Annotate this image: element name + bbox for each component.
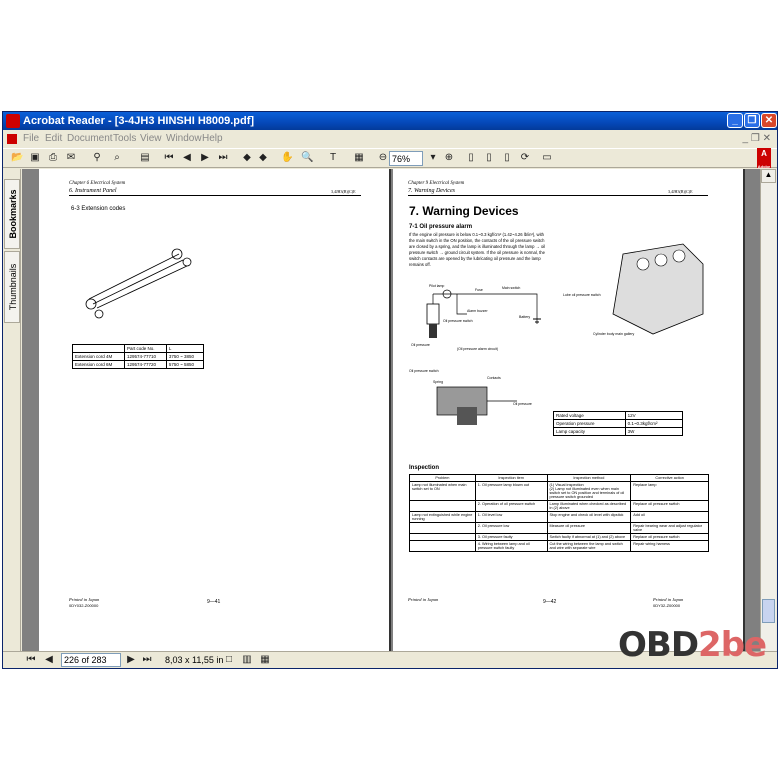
inspection-title: Inspection <box>409 465 440 471</box>
table-cell: Replace lamp <box>631 482 709 501</box>
label-oil-pressure: Oil pressure <box>411 343 430 347</box>
last-page-status-icon[interactable]: ⏭ <box>142 654 152 665</box>
table-cell: 1. Oil level low <box>475 512 547 523</box>
scroll-thumb[interactable] <box>762 599 775 623</box>
restore-button[interactable]: ❐ <box>744 113 760 128</box>
right-page-number: 9—42 <box>543 599 557 605</box>
table-cell <box>73 345 125 353</box>
menu-help[interactable]: Help <box>202 133 223 144</box>
table-cell: Switch faulty if abnormal at (1) and (2) above <box>547 534 631 541</box>
zoom-in-icon[interactable]: ⊕ <box>444 152 454 163</box>
table-header-cell: Corrective action <box>631 475 709 482</box>
right-header-rule <box>408 195 708 196</box>
print-icon[interactable]: ⎙ <box>49 152 57 163</box>
next-view-icon[interactable]: ◆ <box>259 152 267 163</box>
extension-cord-drawing <box>69 244 209 324</box>
label-oil-pressure-switch: Oil pressure switch <box>443 319 473 323</box>
table-row <box>410 482 709 501</box>
facing-icon[interactable]: ▦ <box>260 654 270 665</box>
side-panel <box>3 169 21 651</box>
table-header-cell: Inspection item <box>475 475 547 482</box>
left-page-number: 9—41 <box>207 599 221 605</box>
table-cell: Measure oil pressure <box>547 523 631 534</box>
label-alarm-buzzer: Alarm buzzer <box>467 309 488 313</box>
thumbnails-tab[interactable]: Thumbnails <box>4 251 20 323</box>
table-cell: Repair wiring harness <box>631 541 709 552</box>
table-cell: L <box>166 345 203 353</box>
prev-page-status-icon[interactable]: ◀ <box>45 654 53 665</box>
hand-tool-icon[interactable]: ✋ <box>281 152 294 163</box>
left-footer-code: 0DY032-Z00000 <box>69 603 99 608</box>
table-cell: (1) Visual inspection (2) Lamp not illuminated even when main switch set to ON position and terminals of oil pressure switch grounded <box>547 482 631 501</box>
right-subheading: 7-1 Oil pressure alarm <box>409 224 473 230</box>
open-icon[interactable]: 📂 <box>11 152 24 163</box>
next-page-icon[interactable]: ▶ <box>201 152 209 163</box>
minimize-button[interactable]: _ <box>727 113 743 128</box>
right-model: 3,4JH3(B)(C)E <box>668 189 693 194</box>
snapshot-icon[interactable]: ▦ <box>354 152 364 163</box>
table-cell: 12V <box>625 412 682 420</box>
table-row <box>554 420 683 428</box>
left-footer-left: Printed in Japan <box>69 597 100 602</box>
label-pilot-lamp: Pilot lamp <box>429 284 445 288</box>
document-area[interactable] <box>22 169 760 651</box>
switch-spec-table <box>553 411 683 436</box>
menu-window[interactable]: Window <box>166 133 202 144</box>
table-cell: 1. Oil pressure lamp blown out <box>475 482 547 501</box>
label-fuse: Fuse <box>475 288 483 292</box>
table-cell: Lamp not extinguished while engine running <box>410 512 476 523</box>
alarm-circuit-diagram <box>407 284 557 354</box>
save-icon[interactable]: ▣ <box>30 152 40 163</box>
scroll-up-button[interactable]: ▲ <box>761 169 776 183</box>
watermark-logo: OBD2be <box>618 625 767 665</box>
right-page <box>393 169 745 651</box>
acrobat-app-icon <box>6 114 20 128</box>
oil-pressure-switch-section <box>407 367 547 437</box>
previous-view-icon[interactable]: ◆ <box>243 152 251 163</box>
search-icon[interactable]: ⌕ <box>114 152 120 163</box>
table-row <box>410 501 709 512</box>
table-cell: Replace oil pressure switch <box>631 501 709 512</box>
menu-edit[interactable]: Edit <box>45 133 63 144</box>
table-cell: 5750 ~ 5850 <box>166 361 203 369</box>
left-heading: 6-3 Extension codes <box>71 206 126 212</box>
menu-bar <box>3 130 777 148</box>
table-cell: Extension cord 6M <box>73 361 125 369</box>
first-page-icon[interactable]: ⏮ <box>164 152 174 163</box>
table-cell: Stop engine and check oil level with dipstick <box>547 512 631 523</box>
table-cell: 3. Oil pressure faulty <box>475 534 547 541</box>
vertical-scrollbar[interactable] <box>760 169 776 651</box>
left-header-rule <box>69 195 361 196</box>
label-ops2: Oil pressure switch <box>409 369 439 373</box>
toolbar <box>3 148 777 168</box>
menu-document[interactable]: Document <box>67 133 113 144</box>
cylinder-block-drawing <box>563 234 713 354</box>
left-chapter: Chapter 6 Electrical System <box>69 181 126 186</box>
table-cell <box>410 541 476 552</box>
table-cell: 3750 ~ 3850 <box>166 353 203 361</box>
last-page-icon[interactable]: ⏭ <box>218 152 228 163</box>
right-footer-code: 0DY32-Z00000 <box>653 603 681 608</box>
zoom-field[interactable] <box>389 151 423 166</box>
close-button[interactable]: ✕ <box>761 113 777 128</box>
table-cell: Operation pressure <box>554 420 626 428</box>
actual-size-icon[interactable]: ▯ <box>468 152 474 163</box>
table-cell: 2. Oil pressure low <box>475 523 547 534</box>
right-footer-left: Printed in Japan <box>408 597 439 602</box>
table-row <box>410 541 709 552</box>
label-lube-oil: Lube oil pressure switch <box>563 293 601 297</box>
right-paragraph: If the engine oil pressure is below 0.1~0.3 kgf/cm² (1.42~4.26 lb/in²), with the main switch in the ON position, the contacts of the oil pressure switch are closed by a spring, and the lamp is illuminated through the lamp → oil pressure switch → ground circuit system. If the oil pressure is normal, the switch contacts are opened by the lubricating oil pressure and the lamp remains off. <box>409 232 546 267</box>
inspection-table <box>409 474 709 552</box>
previous-page-icon[interactable]: ◀ <box>183 152 191 163</box>
acrobat-window <box>2 111 778 669</box>
label-contacts: Contacts <box>487 376 501 380</box>
table-cell <box>410 523 476 534</box>
table-cell: 2. Operation of oil pressure switch <box>475 501 547 512</box>
table-cell: 3W <box>625 428 682 436</box>
right-section: 7. Warning Devices <box>408 188 455 194</box>
adobe-logo: A Adobe <box>757 149 771 169</box>
table-cell: 0.1~0.3kgf/cm² <box>625 420 682 428</box>
table-cell: Part code No. <box>125 345 167 353</box>
menu-view[interactable]: View <box>140 133 162 144</box>
label-spring: Spring <box>433 380 444 384</box>
table-cell: Replace oil pressure switch <box>631 534 709 541</box>
table-header-cell: Problem <box>410 475 476 482</box>
right-footer-right: Printed in Japan <box>653 597 684 602</box>
table-cell: Extension cord 4M <box>73 353 125 361</box>
email-icon[interactable]: ✉ <box>66 152 76 163</box>
table-row <box>73 353 204 361</box>
table-row <box>410 523 709 534</box>
extension-codes-table <box>72 344 204 369</box>
table-row <box>410 475 709 482</box>
fit-width-icon[interactable]: ▯ <box>504 152 510 163</box>
window-title: Acrobat Reader - [3-4JH3 HINSHI H8009.pdf] <box>23 115 255 127</box>
left-section: 6. Instrument Panel <box>69 188 117 194</box>
title-bar[interactable] <box>3 112 777 130</box>
table-row <box>410 512 709 523</box>
continuous-icon[interactable]: ▥ <box>242 654 252 665</box>
bookmarks-tab[interactable]: Bookmarks <box>4 179 20 249</box>
label-circuit: (Oil pressure alarm circuit) <box>457 347 499 351</box>
table-row <box>554 412 683 420</box>
table-cell: Rated voltage <box>554 412 626 420</box>
left-page <box>39 169 391 651</box>
table-cell: 129574-77710 <box>125 353 167 361</box>
table-header-cell: Inspection method <box>547 475 631 482</box>
table-cell: Lamp not illuminated when main switch set to ON <box>410 482 476 501</box>
next-page-status-icon[interactable]: ▶ <box>127 654 135 665</box>
label-cylinder-gallery: Cylinder body main gallery <box>593 332 635 336</box>
menu-tools[interactable]: Tools <box>113 133 137 144</box>
label-oil-pressure2: Oil pressure <box>513 402 532 406</box>
show-hide-panel-icon[interactable]: ▤ <box>140 152 150 163</box>
zoom-out-icon[interactable]: ⊖ <box>378 152 388 163</box>
table-cell: Lamp illuminated when checked as described in (2) above <box>547 501 631 512</box>
table-cell: Add oil <box>631 512 709 523</box>
table-cell: Cut the wiring between the lamp and switch and wire with separate wire <box>547 541 631 552</box>
table-row <box>554 428 683 436</box>
text-select-icon[interactable]: T <box>329 152 337 163</box>
table-cell <box>410 534 476 541</box>
menu-file[interactable]: File <box>23 133 40 144</box>
page-number-field[interactable] <box>61 653 121 667</box>
zoom-tool-icon[interactable]: 🔍 <box>301 152 314 163</box>
left-model: 3,4JH3(B)(C)E <box>331 189 356 194</box>
table-cell: Lamp capacity <box>554 428 626 436</box>
label-main-switch: Main switch <box>502 286 521 290</box>
page-size-text: 8,03 x 11,55 in <box>165 655 224 665</box>
table-row <box>73 361 204 369</box>
page-layout-icon[interactable]: ▭ <box>542 152 552 163</box>
fit-page-icon[interactable]: ▯ <box>486 152 492 163</box>
table-cell <box>410 501 476 512</box>
right-chapter: Chapter 9 Electrical System <box>408 181 465 186</box>
document-icon[interactable] <box>7 134 17 144</box>
zoom-dropdown-icon[interactable]: ▾ <box>430 152 436 163</box>
find-icon[interactable]: ⚲ <box>93 152 101 163</box>
table-cell: 129574-77720 <box>125 361 167 369</box>
right-heading: 7. Warning Devices <box>409 204 519 218</box>
rotate-icon[interactable]: ⟳ <box>520 152 530 163</box>
label-battery: Battery <box>519 315 531 319</box>
single-page-icon[interactable]: □ <box>225 654 233 665</box>
first-page-status-icon[interactable]: ⏮ <box>26 654 36 665</box>
table-row <box>73 345 204 353</box>
document-close-button[interactable]: _ ❐ ✕ <box>742 133 771 144</box>
table-cell: 4. Wiring between lamp and oil pressure switch faulty <box>475 541 547 552</box>
table-cell: Repair bearing wear and adjust regulator valve <box>631 523 709 534</box>
table-row <box>410 534 709 541</box>
